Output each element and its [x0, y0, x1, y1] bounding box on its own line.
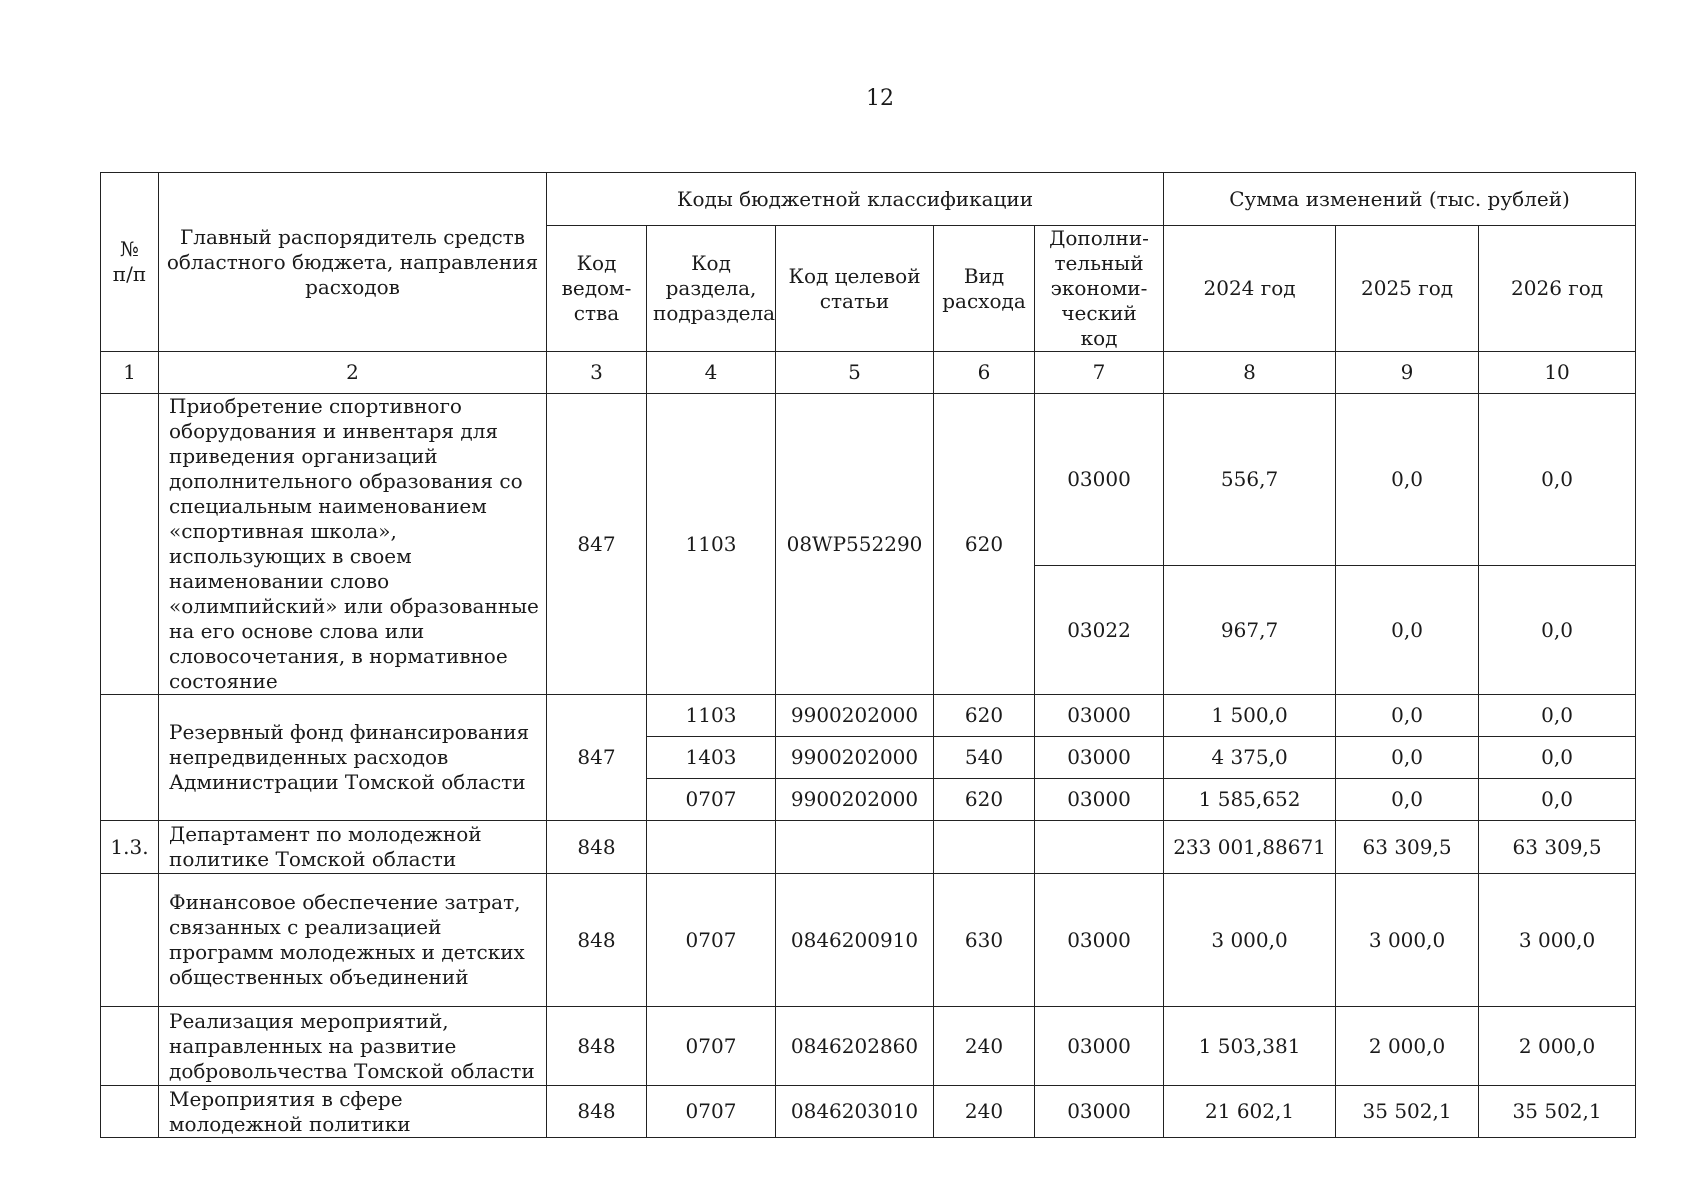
amount-2024-cell: 233 001,88671 — [1164, 821, 1336, 874]
amount-2024-cell: 1 500,0 — [1164, 695, 1336, 737]
amount-2025-cell: 63 309,5 — [1336, 821, 1479, 874]
target-code-cell: 9900202000 — [776, 779, 934, 821]
amount-2026-cell: 2 000,0 — [1479, 1007, 1636, 1086]
table-row — [101, 821, 1636, 874]
amount-2025-cell: 2 000,0 — [1336, 1007, 1479, 1086]
col-number: 3 — [547, 352, 647, 394]
col-number: 10 — [1479, 352, 1636, 394]
section-code-cell: 0707 — [647, 1086, 776, 1138]
row-num-cell — [101, 695, 159, 821]
amount-2024-cell: 556,7 — [1164, 394, 1336, 566]
row-num-cell: 1.3. — [101, 821, 159, 874]
target-code-cell: 08WP552290 — [776, 394, 934, 695]
extra-code-cell: 03000 — [1035, 394, 1164, 566]
target-code-cell: 0846203010 — [776, 1086, 934, 1138]
extra-code-cell — [1035, 821, 1164, 874]
amount-2025-cell: 35 502,1 — [1336, 1086, 1479, 1138]
table-row — [101, 1086, 1636, 1138]
row-num-cell — [101, 394, 159, 695]
amount-2026-cell: 0,0 — [1479, 779, 1636, 821]
amount-2026-cell: 0,0 — [1479, 737, 1636, 779]
section-code-cell: 0707 — [647, 874, 776, 1007]
row-name: Департамент по молодежной политике Томской области — [159, 821, 547, 874]
header-extra-code: Дополни-тельный экономи-ческий код — [1035, 226, 1164, 352]
amount-2026-cell: 0,0 — [1479, 695, 1636, 737]
extra-code-cell: 03000 — [1035, 695, 1164, 737]
extra-code-cell: 03000 — [1035, 874, 1164, 1007]
col-number: 7 — [1035, 352, 1164, 394]
table-row — [101, 695, 1636, 737]
row-name: Приобретение спортивного оборудования и инвентаря для приведения организаций дополнительного образования со специальным наименованием «спортивная школа», использующих в своем наименовании слово «олимпийский» или образованные на его основе слова или словосочетания, в нормативное состояние — [159, 394, 547, 695]
amount-2026-cell: 63 309,5 — [1479, 821, 1636, 874]
row-name: Финансовое обеспечение затрат, связанных с реализацией программ молодежных и детских общественных объединений — [159, 874, 547, 1007]
amount-2025-cell: 0,0 — [1336, 566, 1479, 695]
extra-code-cell: 03000 — [1035, 1007, 1164, 1086]
extra-code-cell: 03000 — [1035, 1086, 1164, 1138]
expense-type-cell: 620 — [934, 394, 1035, 695]
row-num-cell — [101, 1086, 159, 1138]
dept-code-cell: 847 — [547, 695, 647, 821]
header-section-code: Код раздела, подраздела — [647, 226, 776, 352]
expense-type-cell: 620 — [934, 779, 1035, 821]
amount-2025-cell: 0,0 — [1336, 737, 1479, 779]
header-dept-code: Код ведом-ства — [547, 226, 647, 352]
table-row — [101, 874, 1636, 1007]
col-number: 9 — [1336, 352, 1479, 394]
section-code-cell: 1403 — [647, 737, 776, 779]
expense-type-cell: 620 — [934, 695, 1035, 737]
col-number: 8 — [1164, 352, 1336, 394]
col-number: 4 — [647, 352, 776, 394]
table-row — [101, 394, 1636, 566]
amount-2025-cell: 0,0 — [1336, 394, 1479, 566]
header-num: № п/п — [101, 173, 159, 352]
table-row — [101, 1007, 1636, 1086]
dept-code-cell: 848 — [547, 1007, 647, 1086]
header-recipient: Главный распорядитель средств областного бюджета, направления расходов — [159, 173, 547, 352]
col-number: 6 — [934, 352, 1035, 394]
amount-2026-cell: 35 502,1 — [1479, 1086, 1636, 1138]
header-row — [101, 173, 1636, 226]
target-code-cell: 9900202000 — [776, 737, 934, 779]
header-codes-group: Коды бюджетной классификации — [547, 173, 1164, 226]
target-code-cell: 0846200910 — [776, 874, 934, 1007]
section-code-cell — [647, 821, 776, 874]
header-sum-group: Сумма изменений (тыс. рублей) — [1164, 173, 1636, 226]
header-year-2025: 2025 год — [1336, 226, 1479, 352]
budget-changes-table — [100, 172, 1636, 1138]
amount-2025-cell: 0,0 — [1336, 779, 1479, 821]
header-year-2026: 2026 год — [1479, 226, 1636, 352]
expense-type-cell: 240 — [934, 1086, 1035, 1138]
col-number: 5 — [776, 352, 934, 394]
expense-type-cell: 630 — [934, 874, 1035, 1007]
amount-2026-cell: 0,0 — [1479, 394, 1636, 566]
row-name: Реализация мероприятий, направленных на развитие добровольчества Томской области — [159, 1007, 547, 1086]
row-name: Мероприятия в сфере молодежной политики — [159, 1086, 547, 1138]
extra-code-cell: 03022 — [1035, 566, 1164, 695]
col-number: 2 — [159, 352, 547, 394]
extra-code-cell: 03000 — [1035, 779, 1164, 821]
expense-type-cell — [934, 821, 1035, 874]
row-num-cell — [101, 1007, 159, 1086]
dept-code-cell: 848 — [547, 821, 647, 874]
col-number: 1 — [101, 352, 159, 394]
amount-2024-cell: 1 503,381 — [1164, 1007, 1336, 1086]
amount-2024-cell: 21 602,1 — [1164, 1086, 1336, 1138]
target-code-cell — [776, 821, 934, 874]
amount-2024-cell: 3 000,0 — [1164, 874, 1336, 1007]
amount-2025-cell: 3 000,0 — [1336, 874, 1479, 1007]
amount-2024-cell: 4 375,0 — [1164, 737, 1336, 779]
section-code-cell: 0707 — [647, 779, 776, 821]
row-num-cell — [101, 874, 159, 1007]
amount-2024-cell: 1 585,652 — [1164, 779, 1336, 821]
extra-code-cell: 03000 — [1035, 737, 1164, 779]
header-target-code: Код целевой статьи — [776, 226, 934, 352]
page-number: 12 — [866, 86, 894, 111]
section-code-cell: 0707 — [647, 1007, 776, 1086]
header-year-2024: 2024 год — [1164, 226, 1336, 352]
row-name: Резервный фонд финансирования непредвиденных расходов Администрации Томской области — [159, 695, 547, 821]
amount-2026-cell: 3 000,0 — [1479, 874, 1636, 1007]
column-numbers-row — [101, 352, 1636, 394]
amount-2025-cell: 0,0 — [1336, 695, 1479, 737]
dept-code-cell: 847 — [547, 394, 647, 695]
dept-code-cell: 848 — [547, 1086, 647, 1138]
section-code-cell: 1103 — [647, 695, 776, 737]
target-code-cell: 0846202860 — [776, 1007, 934, 1086]
dept-code-cell: 848 — [547, 874, 647, 1007]
amount-2024-cell: 967,7 — [1164, 566, 1336, 695]
target-code-cell: 9900202000 — [776, 695, 934, 737]
section-code-cell: 1103 — [647, 394, 776, 695]
header-expense-type: Вид расхода — [934, 226, 1035, 352]
amount-2026-cell: 0,0 — [1479, 566, 1636, 695]
expense-type-cell: 240 — [934, 1007, 1035, 1086]
expense-type-cell: 540 — [934, 737, 1035, 779]
